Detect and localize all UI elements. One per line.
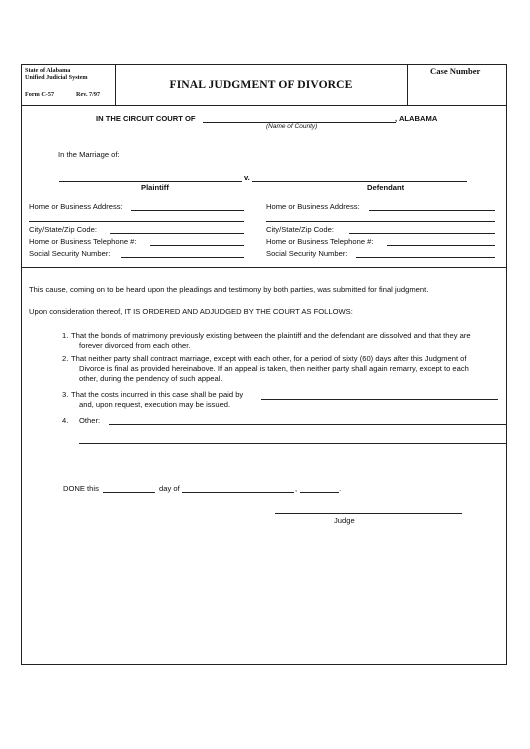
- date-comma: ,: [295, 484, 298, 493]
- system-label: Unified Judicial System: [25, 74, 88, 81]
- form-title: FINAL JUDGMENT OF DIVORCE: [169, 78, 353, 91]
- form-revision: Rev. 7/97: [76, 91, 101, 98]
- costs-paid-by-input[interactable]: [261, 399, 498, 400]
- consideration-paragraph: Upon consideration thereof, IT IS ORDERED AND ADJUDGED BY THE COURT AS FOLLOWS:: [29, 307, 353, 316]
- item1-line1: That the bonds of matrimony previously existing between the plaintiff and the defendant are dissolved and that they are: [71, 331, 471, 340]
- plaintiff-name-input[interactable]: [59, 181, 242, 182]
- defendant-ssn-input[interactable]: [356, 257, 495, 258]
- item2-line2: Divorce is final as provided hereinabove. If an appeal is taken, then neither party shall again remarry, except to each: [79, 364, 469, 373]
- plaintiff-phone-input[interactable]: [150, 245, 244, 246]
- item4-number: 4.: [62, 416, 69, 425]
- county-caption: (Name of County): [266, 123, 318, 130]
- case-number-label: Case Number: [430, 66, 481, 76]
- court-suffix: , ALABAMA: [395, 114, 438, 123]
- header-right-divider: [407, 64, 408, 105]
- done-day-input[interactable]: [103, 492, 155, 493]
- plaintiff-ssn-label: Social Security Number:: [29, 249, 111, 258]
- plaintiff-ssn-input[interactable]: [121, 257, 244, 258]
- item1-line2: forever divorced from each other.: [79, 341, 191, 350]
- defendant-address-input[interactable]: [369, 210, 495, 211]
- item2-line1: That neither party shall contract marriage, except with each other, for a period of sixty (60) days after this Judgment of: [71, 354, 467, 363]
- judge-signature-input[interactable]: [275, 513, 462, 514]
- versus-label: v.: [244, 173, 250, 182]
- intro-paragraph: This cause, coming on to be heard upon the pleadings and testimony by both parties, was submitted for final judgment.: [29, 285, 429, 294]
- form-number: Form C-57: [25, 91, 55, 98]
- court-prefix: IN THE CIRCUIT COURT OF: [96, 114, 196, 123]
- defendant-city-label: City/State/Zip Code:: [266, 225, 334, 234]
- judge-label: Judge: [334, 516, 355, 525]
- defendant-ssn-label: Social Security Number:: [266, 249, 348, 258]
- defendant-address-label: Home or Business Address:: [266, 202, 360, 211]
- defendant-phone-label: Home or Business Telephone #:: [266, 237, 374, 246]
- defendant-caption: Defendant: [367, 183, 405, 192]
- plaintiff-address-line2-input[interactable]: [29, 221, 244, 222]
- day-of-label: day of: [159, 484, 180, 493]
- defendant-address-line2-input[interactable]: [266, 221, 495, 222]
- item1-number: 1.: [62, 331, 69, 340]
- done-year-input[interactable]: [300, 492, 339, 493]
- plaintiff-address-label: Home or Business Address:: [29, 202, 123, 211]
- state-label: State of Alabama: [25, 67, 71, 74]
- other-input-line2[interactable]: [79, 443, 506, 444]
- plaintiff-caption: Plaintiff: [141, 183, 169, 192]
- item2-number: 2.: [62, 354, 69, 363]
- item3-line1: That the costs incurred in this case shall be paid by: [71, 390, 244, 399]
- done-month-input[interactable]: [182, 492, 294, 493]
- item3-line2: and, upon request, execution may be issued.: [79, 400, 231, 409]
- defendant-name-input[interactable]: [252, 181, 467, 182]
- done-label: DONE this: [63, 484, 99, 493]
- header-bottom-rule: [21, 105, 507, 106]
- case-number-field[interactable]: [410, 78, 505, 103]
- marriage-label: In the Marriage of:: [58, 150, 120, 159]
- plaintiff-address-input[interactable]: [131, 210, 244, 211]
- plaintiff-city-input[interactable]: [110, 233, 244, 234]
- defendant-city-input[interactable]: [349, 233, 495, 234]
- other-input-line1[interactable]: [109, 424, 506, 425]
- defendant-phone-input[interactable]: [387, 245, 495, 246]
- item3-number: 3.: [62, 390, 69, 399]
- section-divider: [21, 267, 507, 268]
- plaintiff-phone-label: Home or Business Telephone #:: [29, 237, 137, 246]
- item2-line3: other, during the pendency of such appeal.: [79, 374, 223, 383]
- date-period: .: [339, 484, 342, 493]
- item4-label: Other:: [79, 416, 101, 425]
- plaintiff-city-label: City/State/Zip Code:: [29, 225, 97, 234]
